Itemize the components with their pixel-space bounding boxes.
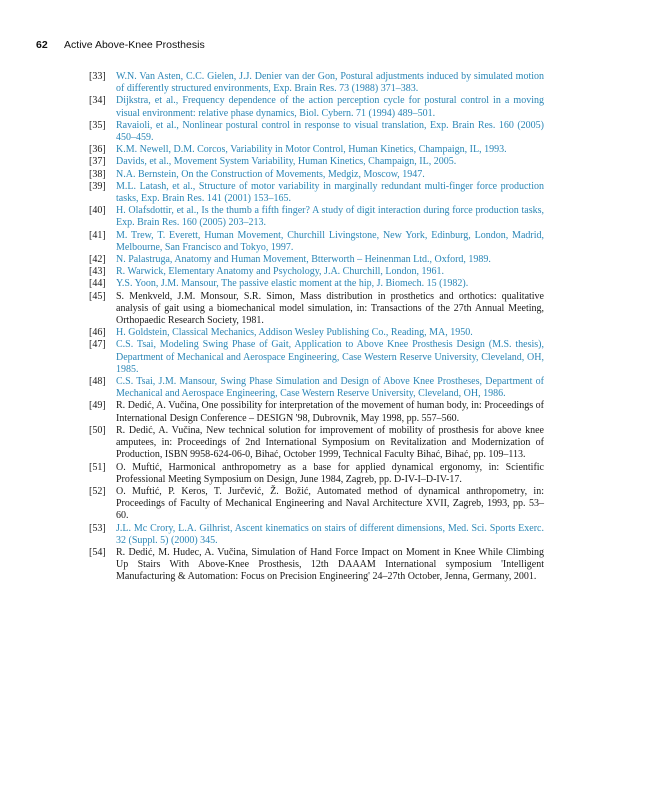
reference-item: [89, 400, 544, 424]
reference-link[interactable]: J.L. Mc Crory, L.A. Gilhrist, Ascent kinematics on stairs of different dimensions, Med. Sci. Sports Exerc. 32 (Suppl. 5) (2000) 345.: [116, 522, 544, 546]
reference-list: [89, 71, 544, 584]
reference-link[interactable]: H. Olafsdottir, et al., Is the thumb a fifth finger? A study of digit interaction during force production tasks, Exp. Brain Res. 160 (2005) 203–213.: [116, 205, 544, 229]
reference-item[interactable]: [89, 254, 544, 266]
reference-item[interactable]: [89, 376, 544, 400]
reference-link[interactable]: M.L. Latash, et al., Structure of motor variability in marginally redundant multi-finger force production tasks, Exp. Brain Res. 141 (2001) 153–165.: [116, 180, 544, 205]
reference-item[interactable]: [89, 95, 544, 119]
reference-number: [40]: [89, 205, 106, 217]
reference-item: [89, 547, 544, 584]
reference-number: [38]: [89, 168, 106, 180]
reference-item[interactable]: [89, 120, 544, 144]
reference-item[interactable]: [89, 278, 544, 290]
reference-number: [41]: [89, 229, 106, 241]
reference-link[interactable]: H. Goldstein, Classical Mechanics, Addison Wesley Publishing Co., Reading, MA, 1950.: [116, 327, 473, 339]
reference-text: S. Menkveld, J.M. Monsour, S.R. Simon, Mass distribution in prosthetics and orthotics: qualitative analysis of gait using a biomechanical model simulation, in: Transactions of the 27th Annual Meeting, Orthopaedic Research Society, 1981.: [116, 290, 544, 327]
reference-link[interactable]: K.M. Newell, D.M. Corcos, Variability in Motor Control, Human Kinetics, Champaign, IL, 1993.: [116, 144, 507, 156]
reference-number: [35]: [89, 119, 106, 131]
reference-number: [43]: [89, 266, 106, 278]
reference-link[interactable]: N.A. Bernstein, On the Construction of Movements, Medgiz, Moscow, 1947.: [116, 168, 425, 180]
reference-number: [48]: [89, 376, 106, 388]
reference-link[interactable]: W.N. Van Asten, C.C. Gielen, J.J. Denier van der Gon, Postural adjustments induced by simulated motion of differently structured environments, Exp. Brain Res. 73 (1988) 371–383.: [116, 71, 544, 95]
reference-text: R. Dedić, M. Hudec, A. Vučina, Simulation of Hand Force Impact on Moment in Knee While Climbing Up Stairs With Above-Knee Prosthesis, 12th DAAAM International symposium 'Intelligent Manufacturing & Automation: Focus on Precision Engineering' 24–27th October, Jenna, Germany, 2001.: [116, 546, 544, 583]
reference-number: [53]: [89, 522, 106, 534]
reference-text: R. Dedić, A. Vučina, New technical solution for improvement of mobility of prosthesis for above knee amputees, in: Proceedings of 2nd International Symposium on Revitalization and Modernization of Production, ISBN 9958-624-06-0, Bihać, October 1999, Technical Faculty Bihać, Bihać, pp. 109–113.: [116, 424, 544, 461]
reference-number: [44]: [89, 278, 106, 290]
running-header: [36, 39, 205, 51]
reference-link[interactable]: R. Warwick, Elementary Anatomy and Psychology, J.A. Churchill, London, 1961.: [116, 266, 445, 278]
reference-item: [89, 291, 544, 328]
reference-number: [39]: [89, 180, 106, 192]
reference-number: [47]: [89, 339, 106, 351]
reference-number: [34]: [89, 95, 106, 107]
reference-number: [45]: [89, 290, 106, 302]
reference-link[interactable]: C.S. Tsai, Modeling Swing Phase of Gait, Application to Above Knee Prosthesis Design (M.S. thesis), Department of Mechanical and Aerospace Engineering, Case Western Reserve University, Cleveland, OH, 1985.: [116, 339, 544, 375]
reference-item[interactable]: [89, 169, 544, 181]
reference-link[interactable]: C.S. Tsai, J.M. Mansour, Swing Phase Simulation and Design of Above Knee Prostheses, Department of Mechanical and Aerospace Engineering, Case Western Reserve University, Cleveland, OH, 1986.: [116, 376, 544, 400]
reference-link[interactable]: M. Trew, T. Everett, Human Movement, Churchill Livingstone, New York, Edinburg, London, Madrid, Melbourne, San Francisco and Tokyo, 1997.: [116, 229, 544, 253]
reference-item[interactable]: [89, 181, 544, 205]
reference-item[interactable]: [89, 339, 544, 376]
reference-item: [89, 425, 544, 462]
reference-number: [33]: [89, 71, 106, 82]
reference-item[interactable]: [89, 327, 544, 339]
running-title: Active Above-Knee Prosthesis: [64, 39, 205, 51]
reference-link[interactable]: Ravaioli, et al., Nonlinear postural control in response to visual translation, Exp. Brain Res. 160 (2005) 450–459.: [116, 119, 544, 144]
reference-number: [36]: [89, 144, 106, 156]
reference-item: [89, 486, 544, 523]
reference-item[interactable]: [89, 523, 544, 547]
reference-item: [89, 462, 544, 486]
reference-number: [37]: [89, 156, 106, 168]
reference-item[interactable]: [89, 205, 544, 229]
reference-item[interactable]: [89, 230, 544, 254]
reference-link[interactable]: Davids, et al., Movement System Variability, Human Kinetics, Champaign, IL, 2005.: [116, 156, 457, 168]
page-number: 62: [36, 39, 48, 51]
reference-text: O. Muftić, Harmonical anthropometry as a base for applied dynamical ergonomy, in: Scientific Professional Meeting Symposium on Design, June 1984, Zagreb, pp. D-IV-I–D-IV-17.: [116, 461, 544, 485]
reference-item[interactable]: [89, 144, 544, 156]
reference-number: [46]: [89, 327, 106, 339]
reference-number: [42]: [89, 254, 106, 266]
reference-number: [49]: [89, 400, 106, 412]
reference-item[interactable]: [89, 71, 544, 95]
reference-number: [51]: [89, 461, 106, 473]
reference-text: O. Muftić, P. Keros, T. Jurčević, Ž. Božić, Automated method of dynamical anthropometry, in: Proceedings of Faculty of Mechanical Engineering and Naval Architecture XVII, Zagreb, 1993, pp. 53–60.: [116, 485, 544, 522]
reference-link[interactable]: N. Palastruga, Anatomy and Human Movement, Btterworth – Heinenman Ltd., Oxford, 1989.: [116, 254, 491, 266]
reference-link[interactable]: Y.S. Yoon, J.M. Mansour, The passive elastic moment at the hip, J. Biomech. 15 (1982).: [116, 278, 469, 290]
reference-item[interactable]: [89, 156, 544, 168]
reference-number: [54]: [89, 546, 106, 558]
reference-item[interactable]: [89, 266, 544, 278]
reference-text: R. Dedić, A. Vučina, One possibility for interpretation of the movement of human body, in: Proceedings of International Design Conference – DESIGN '98, Dubrovnik, May 1998, pp. 557–560.: [116, 400, 544, 424]
reference-number: [52]: [89, 485, 106, 497]
reference-number: [50]: [89, 424, 106, 436]
reference-link[interactable]: Dijkstra, et al., Frequency dependence of the action perception cycle for postural control in a moving visual environment: relative phase dynamics, Biol. Cybern. 71 (1994) 489–501.: [116, 95, 544, 119]
